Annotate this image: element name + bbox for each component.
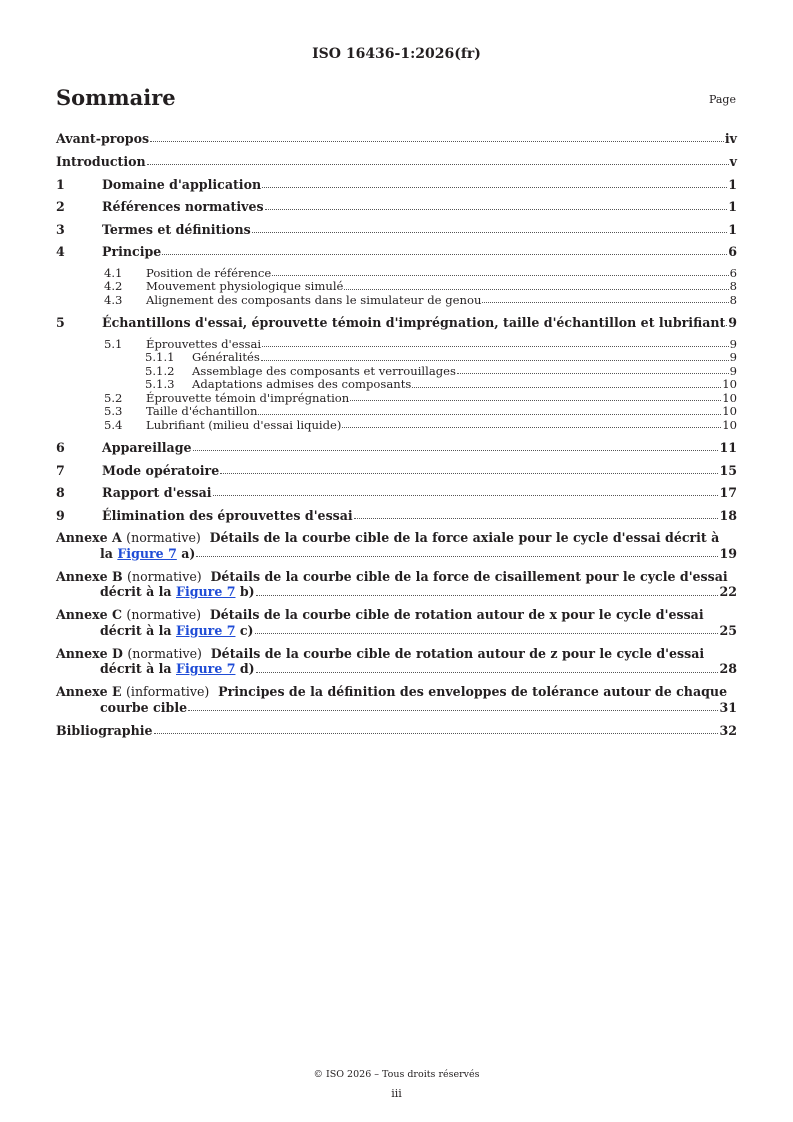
- leader-dots: [350, 400, 721, 401]
- leader-dots: [354, 518, 719, 519]
- toc-entry-page: 10: [722, 404, 737, 419]
- toc-annex-entry[interactable]: [56, 530, 737, 561]
- toc-entry-title: Mode opératoire: [102, 462, 220, 478]
- toc-entry-title: Introduction: [56, 153, 146, 169]
- annex-label: Annexe E: [56, 684, 122, 700]
- toc-entry-page: 25: [719, 622, 737, 638]
- leader-dots: [154, 733, 719, 734]
- table-of-contents: [56, 131, 737, 745]
- figure-link[interactable]: Figure 7: [176, 584, 236, 600]
- annex-title-cont: décrit à la: [100, 622, 172, 638]
- toc-entry[interactable]: [56, 351, 737, 365]
- toc-entry-title: Principe: [102, 244, 162, 260]
- annex-label: Annexe B: [56, 568, 123, 584]
- toc-entry-number: 4.1: [104, 265, 123, 280]
- toc-entry-page: iv: [724, 131, 737, 146]
- toc-entry-title: Éprouvette témoin d'imprégnation: [146, 390, 350, 405]
- toc-entry-page: 32: [719, 722, 737, 738]
- toc-entry[interactable]: [56, 315, 737, 330]
- toc-entry-number: 4.3: [104, 292, 123, 307]
- leader-dots: [256, 595, 719, 596]
- leader-dots: [188, 710, 718, 711]
- toc-entry-page: 1: [728, 221, 737, 237]
- toc-entry[interactable]: [56, 419, 737, 433]
- annex-label: Annexe A: [56, 530, 122, 546]
- toc-entry-page: 10: [722, 390, 737, 405]
- toc-entry-page: 9: [729, 350, 737, 365]
- figure-link[interactable]: Figure 7: [176, 622, 236, 638]
- toc-entry-number: 8: [56, 485, 65, 501]
- footer-copyright: © ISO 2026 – Tous droits réservés: [313, 1069, 480, 1080]
- toc-entry-number: 9: [56, 507, 65, 523]
- toc-annex-entry[interactable]: [56, 569, 737, 600]
- toc-entry-page: 28: [719, 661, 737, 677]
- annex-title: Détails de la courbe cible de la force axiale pour le cycle d'essai décrit à: [209, 530, 720, 546]
- toc-entry-number: 6: [56, 440, 65, 456]
- toc-entry[interactable]: [56, 392, 737, 406]
- leader-dots: [220, 473, 718, 474]
- toc-entry[interactable]: [56, 131, 737, 146]
- toc-entry-title: Taille d'échantillon: [146, 404, 258, 419]
- leader-dots: [726, 325, 727, 326]
- annex-title: Principes de la définition des enveloppes de tolérance autour de chaque: [218, 684, 728, 700]
- toc-entry-title: Échantillons d'essai, éprouvette témoin d'imprégnation, taille d'échantillon et lubrifiant: [102, 315, 726, 331]
- leader-dots: [213, 495, 719, 496]
- toc-entry-page: 31: [719, 699, 737, 715]
- toc-entry[interactable]: [56, 280, 737, 294]
- toc-entry-page: 1: [728, 176, 737, 192]
- annex-type: (normative): [127, 645, 202, 661]
- footer-page-number: iii: [391, 1087, 402, 1100]
- toc-entry-number: 7: [56, 462, 65, 478]
- toc-entry[interactable]: [56, 222, 737, 237]
- figure-link[interactable]: Figure 7: [117, 545, 177, 561]
- toc-entry-number: 5.1: [104, 336, 123, 351]
- toc-entry-bibliography[interactable]: [56, 723, 737, 738]
- toc-entry-page: 9: [729, 363, 737, 378]
- toc-entry-title: Appareillage: [102, 440, 192, 456]
- toc-entry-title: Assemblage des composants et verrouillages: [192, 363, 456, 378]
- toc-entry-title: Références normatives: [102, 199, 264, 215]
- leader-dots: [412, 387, 721, 388]
- toc-entry-number: 5.4: [104, 417, 123, 432]
- toc-entry[interactable]: [56, 508, 737, 523]
- toc-entry-number: 5.1.3: [145, 377, 175, 392]
- toc-entry[interactable]: [56, 177, 737, 192]
- figure-part: b): [239, 584, 255, 600]
- toc-entry[interactable]: [56, 463, 737, 478]
- toc-entry[interactable]: [56, 378, 737, 392]
- toc-entry-page: 9: [728, 315, 737, 331]
- toc-entry-number: 4: [56, 244, 65, 260]
- toc-entry-title: Mouvement physiologique simulé: [146, 279, 344, 294]
- leader-dots: [262, 187, 727, 188]
- toc-entry-page: v: [729, 153, 737, 169]
- toc-entry-page: 8: [729, 292, 737, 307]
- toc-annex-entry[interactable]: [56, 646, 737, 677]
- toc-entry[interactable]: [56, 199, 737, 214]
- leader-dots: [255, 633, 719, 634]
- leader-dots: [258, 414, 721, 415]
- toc-entry-title: Bibliographie: [56, 722, 153, 738]
- toc-entry[interactable]: [56, 154, 737, 169]
- figure-part: d): [239, 661, 255, 677]
- leader-dots: [162, 254, 727, 255]
- toc-entry[interactable]: [56, 294, 737, 308]
- toc-entry-page: 1: [728, 199, 737, 215]
- toc-entry-title: Position de référence: [146, 265, 272, 280]
- annex-type: (normative): [126, 607, 202, 623]
- toc-entry-title: Rapport d'essai: [102, 485, 212, 501]
- toc-annex-entry[interactable]: [56, 607, 737, 638]
- toc-entry[interactable]: [56, 485, 737, 500]
- toc-entry-number: 5.1.2: [145, 363, 175, 378]
- toc-entry-title: Domaine d'application: [102, 176, 262, 192]
- leader-dots: [262, 346, 729, 347]
- annex-type: (normative): [126, 530, 201, 546]
- toc-entry-title: Généralités: [192, 350, 260, 365]
- toc-entry[interactable]: [56, 338, 737, 352]
- toc-entry-page: 15: [719, 462, 737, 478]
- figure-part: c): [239, 622, 254, 638]
- annex-title-cont: la: [100, 545, 113, 561]
- leader-dots: [457, 373, 729, 374]
- annex-title: Détails de la courbe cible de rotation autour de z pour le cycle d'essai: [210, 645, 705, 661]
- toc-entry[interactable]: [56, 440, 737, 455]
- toc-entry-page: 8: [729, 279, 737, 294]
- toc-entry-number: 5: [56, 315, 65, 331]
- toc-entry-page: 11: [719, 440, 737, 456]
- toc-entry-title: Élimination des éprouvettes d'essai: [102, 507, 353, 523]
- leader-dots: [482, 302, 728, 303]
- toc-entry-number: 4.2: [104, 279, 123, 294]
- leader-dots: [261, 360, 729, 361]
- annex-title: Détails de la courbe cible de la force de cisaillement pour le cycle d'essai: [210, 568, 728, 584]
- leader-dots: [265, 209, 728, 210]
- toc-entry[interactable]: [56, 405, 737, 419]
- leader-dots: [147, 164, 729, 165]
- leader-dots: [272, 275, 728, 276]
- toc-annex-entry[interactable]: [56, 684, 737, 715]
- toc-entry-number: 1: [56, 176, 65, 192]
- leader-dots: [252, 232, 727, 233]
- leader-dots: [342, 427, 721, 428]
- toc-entry-title: Lubrifiant (milieu d'essai liquide): [146, 417, 342, 432]
- document-header: ISO 16436-1:2026(fr): [312, 46, 481, 62]
- annex-title-cont: décrit à la: [100, 584, 172, 600]
- figure-part: a): [181, 545, 196, 561]
- page-column-label: Page: [708, 93, 736, 106]
- toc-entry-number: 2: [56, 199, 65, 215]
- toc-entry-page: 17: [719, 485, 737, 501]
- toc-entry-number: 5.3: [104, 404, 123, 419]
- toc-entry-title: Adaptations admises des composants: [192, 377, 412, 392]
- leader-dots: [344, 289, 728, 290]
- toc-entry-title: Alignement des composants dans le simulateur de genou: [146, 292, 482, 307]
- annex-title: Détails de la courbe cible de rotation autour de x pour le cycle d'essai: [209, 607, 704, 623]
- toc-entry-page: 6: [728, 244, 737, 260]
- toc-entry[interactable]: [56, 365, 737, 379]
- leader-dots: [193, 450, 719, 451]
- toc-entry-page: 10: [722, 417, 737, 432]
- leader-dots: [196, 556, 718, 557]
- annex-label: Annexe C: [56, 607, 123, 623]
- toc-entry-page: 18: [719, 507, 737, 523]
- toc-entry-page: 9: [729, 336, 737, 351]
- toc-entry-page: 6: [729, 265, 737, 280]
- toc-entry-page: 19: [719, 545, 737, 561]
- annex-title-cont: décrit à la: [100, 661, 172, 677]
- toc-entry[interactable]: [56, 244, 737, 259]
- toc-title: Sommaire: [56, 85, 176, 110]
- toc-entry-title: Avant-propos: [56, 131, 150, 146]
- toc-entry-number: 5.2: [104, 390, 123, 405]
- toc-entry-page: 10: [722, 377, 737, 392]
- annex-type: (informative): [126, 684, 210, 700]
- annex-title-cont: courbe cible: [100, 699, 188, 715]
- toc-entry-title: Termes et définitions: [102, 221, 251, 237]
- toc-entry-number: 3: [56, 221, 65, 237]
- annex-label: Annexe D: [56, 645, 123, 661]
- toc-entry-page: 22: [719, 584, 737, 600]
- toc-entry-number: 5.1.1: [145, 350, 175, 365]
- figure-link[interactable]: Figure 7: [176, 661, 236, 677]
- toc-entry-title: Éprouvettes d'essai: [146, 336, 262, 351]
- toc-entry[interactable]: [56, 267, 737, 281]
- annex-type: (normative): [127, 568, 202, 584]
- leader-dots: [150, 141, 724, 142]
- leader-dots: [256, 672, 719, 673]
